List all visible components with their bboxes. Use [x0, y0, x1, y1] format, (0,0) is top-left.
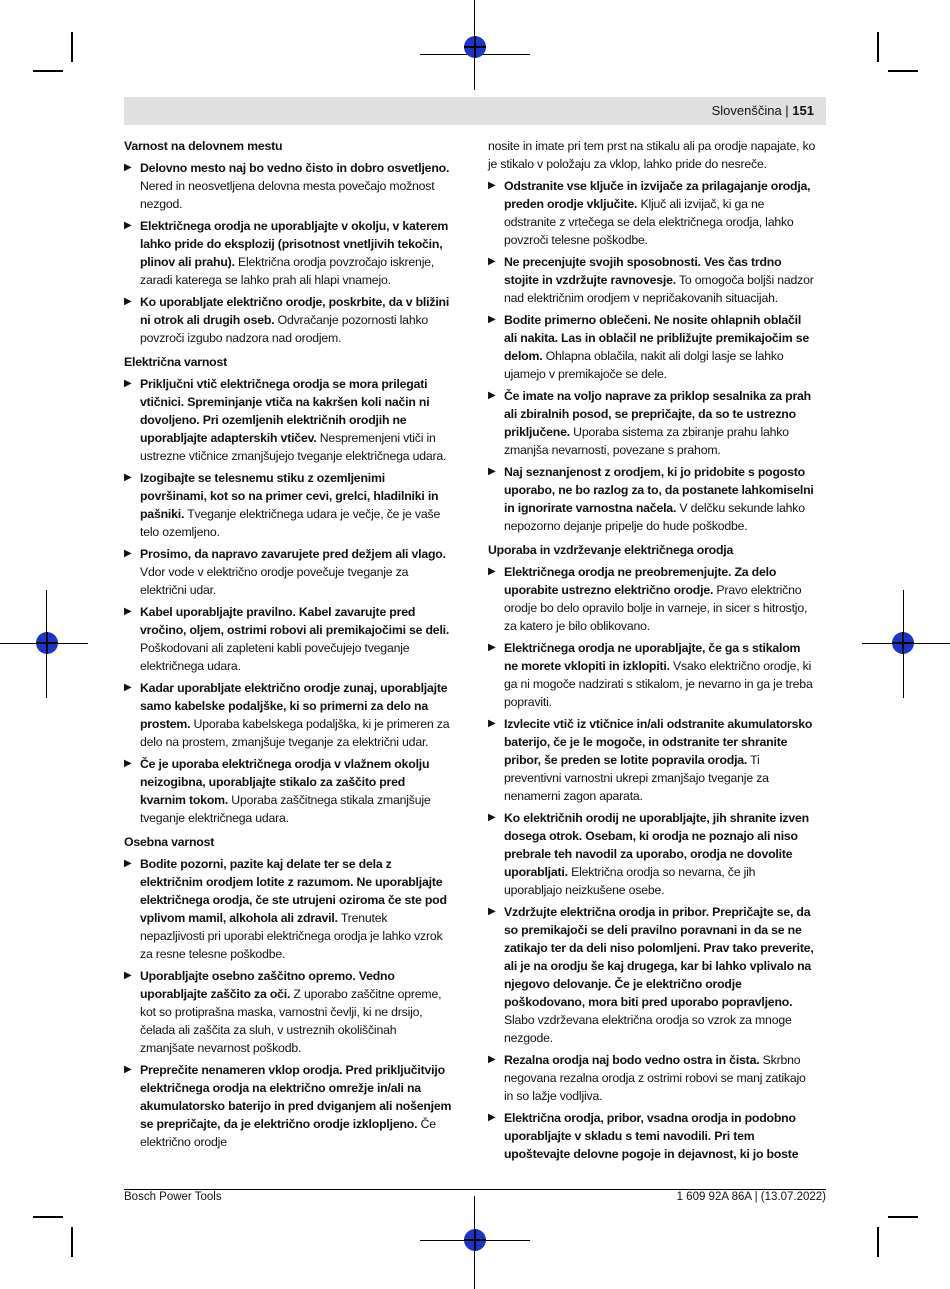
safety-item	[124, 1061, 452, 1151]
safety-item	[124, 469, 452, 541]
safety-item-text: Ključ ali izvijač, ki ga ne odstranite z vrtečega se dela električnega orodja, lahko povzroči telesne poškodbe.	[504, 197, 794, 247]
safety-item	[124, 967, 452, 1057]
registration-mark-icon	[36, 632, 58, 654]
safety-item-bold: Preprečite nenameren vklop orodja. Pred priključitvijo električnega orodja na električno omrežje in/ali na akumulatorsko baterijo in pred dviganjem ali nošenjem se prepričajte, da je električno orodje izklopljeno.	[140, 1063, 452, 1131]
safety-item-text: Električna orodja so nevarna, če jih uporabljajo neizkušene osebe.	[504, 865, 756, 897]
header-text: Slovenščina | 151	[711, 103, 814, 118]
safety-item	[488, 311, 816, 383]
safety-item-bold: Električnega orodja ne preobremenjujte. Za delo uporabite ustrezno električno orodje.	[504, 565, 777, 597]
safety-item-bold: Izvlecite vtič iz vtičnice in/ali odstranite akumulatorsko baterijo, če je le mogoče, in odstranite ter shranite pribor, še preden se lotite popravila orodja.	[504, 717, 813, 767]
safety-item	[124, 217, 452, 289]
safety-item	[124, 855, 452, 963]
safety-item-bold: Vzdržujte električna orodja in pribor. Prepričajte se, da so premikajoči se deli pravilno poravnani in da se ne zatikajo ter da deli niso polomljeni. Prav tako preverite, ali je na orodju še kaj drugega, kar bi lahko vplivalo na njegovo delovanje. Če je električno orodje poškodovano, mora biti pred uporabo popravljeno.	[504, 905, 814, 1009]
safety-item	[488, 1051, 816, 1105]
crop-mark	[888, 1216, 918, 1218]
right-column	[488, 137, 816, 1167]
safety-item-text: Vdor vode v električno orodje povečuje tveganje za električni udar.	[140, 565, 409, 597]
footer-divider	[124, 1189, 826, 1190]
safety-item-text: Uporaba kabelskega podaljška, ki je primeren za delo na prostem, zmanjšuje tveganje za električni udar.	[140, 717, 450, 749]
safety-item	[488, 639, 816, 711]
safety-item-bold: Kadar uporabljate električno orodje zunaj, uporabljajte samo kabelske podaljške, ki so primerni za delo na prostem.	[140, 681, 448, 731]
crop-mark	[877, 1227, 879, 1257]
safety-item-bold: Izogibajte se telesnemu stiku z ozemljenimi površinami, kot so na primer cevi, grelci, hladilniki in pašniki.	[140, 471, 439, 521]
safety-item-text: Nespremenjeni vtiči in ustrezne vtičnice zmanjšujejo tveganje električnega udara.	[140, 431, 447, 463]
safety-item	[488, 809, 816, 899]
registration-mark-icon	[464, 1229, 486, 1251]
safety-item-text: Slabo vzdrževana električna orodja so vzrok za mnoge nezgode.	[504, 1013, 792, 1045]
safety-item	[124, 755, 452, 827]
safety-item-text: Skrbno negovana rezalna orodja z ostrimi robovi se manj zatikajo in so lažje vodljiva.	[504, 1053, 806, 1103]
safety-item-bold: Električnega orodja ne uporabljajte, če ga s stikalom ne morete vklopiti in izklopiti.	[504, 641, 801, 673]
page-number: 151	[792, 103, 814, 118]
safety-item	[488, 563, 816, 635]
safety-item-text: Uporaba zaščitnega stikala zmanjšuje tveganje električnega udara.	[140, 793, 431, 825]
safety-item-text: Poškodovani ali zapleteni kabli povečujejo tveganje električnega udara.	[140, 641, 410, 673]
safety-item	[124, 679, 452, 751]
safety-item-bold: Prosimo, da napravo zavarujete pred dežjem ali vlago.	[140, 547, 446, 561]
safety-item-text: Tveganje električnega udara je večje, če je vaše telo ozemljeno.	[140, 507, 441, 539]
crop-mark	[33, 70, 63, 72]
footer-publisher: Bosch Power Tools	[124, 1191, 222, 1203]
section-heading: Uporaba in vzdrževanje električnega orodja	[488, 543, 734, 557]
safety-item-bold: Priključni vtič električnega orodja se mora prilegati vtičnici. Spreminjanje vtiča na kakršen koli način ni dovoljeno. Pri ozemljenih električnih orodjih ne uporabljajte adapterskih vtičev.	[140, 377, 430, 445]
safety-item-bold: Če je uporaba električnega orodja v vlažnem okolju neizogibna, uporabljajte stikalo za zaščito pred kvarnim tokom.	[140, 757, 430, 807]
safety-item-text: Če električno orodje	[140, 1117, 436, 1149]
safety-item-text: Nered in neosvetljena delovna mesta povečajo možnost nezgod.	[140, 179, 435, 211]
safety-item-text: Vsako električno orodje, ki ga ni mogoče nadzirati s stikalom, je nevarno in ga je treba popraviti.	[504, 659, 813, 709]
safety-item-bold: Naj seznanjenost z orodjem, ki jo pridobite s pogosto uporabo, ne bo razlog za to, da postanete lahkomiselni in ignorirate varnostna načela.	[504, 465, 814, 515]
safety-item-text: Uporaba sistema za zbiranje prahu lahko zmanjša nevarnosti, povezane s prahom.	[504, 425, 789, 457]
safety-item-bold: Uporabljajte osebno zaščitno opremo. Vedno uporabljajte zaščito za oči.	[140, 969, 395, 1001]
safety-item-text: Električna orodja povzročajo iskrenje, zaradi katerega se lahko prah ali hlapi vnamejo.	[140, 255, 435, 287]
safety-item-bold: Kabel uporabljajte pravilno. Kabel zavarujte pred vročino, oljem, ostrimi robovi ali premikajočimi se deli.	[140, 605, 450, 637]
page-header	[124, 97, 826, 125]
safety-item-bold: Ko uporabljate električno orodje, poskrbite, da v bližini ni otrok ali drugih oseb.	[140, 295, 450, 327]
header-language: Slovenščina	[711, 103, 782, 118]
safety-item	[124, 293, 452, 347]
safety-item	[488, 253, 816, 307]
section-heading: Električna varnost	[124, 355, 228, 369]
safety-item-bold: Če imate na voljo naprave za priklop sesalnika za prah ali zbiralnih posod, se prepričajte, da so te ustrezno priključene.	[504, 389, 811, 439]
safety-item	[124, 159, 452, 213]
registration-mark-icon	[892, 632, 914, 654]
safety-item	[124, 375, 452, 465]
safety-item-text: Ti preventivni varnostni ukrepi zmanjšajo tveganje za nenamerni zagon aparata.	[504, 753, 769, 803]
crop-mark	[71, 1227, 73, 1257]
registration-mark-icon	[464, 36, 486, 58]
safety-item	[488, 903, 816, 1047]
safety-item-text: Ohlapna oblačila, nakit ali dolgi lasje se lahko ujamejo v premikajoče se dele.	[504, 349, 784, 381]
safety-item	[488, 177, 816, 249]
safety-item-text: Odvračanje pozornosti lahko povzroči izgubo nadzora nad orodjem.	[140, 313, 429, 345]
safety-item	[488, 715, 816, 805]
safety-item-bold: Rezalna orodja naj bodo vedno ostra in čista.	[504, 1053, 760, 1067]
crop-mark	[71, 32, 73, 62]
safety-item-text: To omogoča boljši nadzor nad električnim orodjem v nepričakovanih situacijah.	[504, 273, 814, 305]
left-column	[124, 137, 452, 1155]
continued-text: nosite in imate pri tem prst na stikalu ali pa orodje napajate, ko je stikalo v položaju za vklop, lahko pride do nesreče.	[488, 139, 816, 171]
safety-item	[124, 545, 452, 599]
section-heading: Osebna varnost	[124, 835, 215, 849]
safety-item-bold: Bodite pozorni, pazite kaj delate ter se dela z električnim orodjem lotite z razumom. Ne uporabljajte električnega orodja, če ste utrujeni oziroma če ste pod vplivom mamil, alkohola ali zdravil.	[140, 857, 447, 925]
crop-mark	[33, 1216, 63, 1218]
safety-item	[488, 463, 816, 535]
safety-item-bold: Odstranite vse ključe in izvijače za prilagajanje orodja, preden orodje vključite.	[504, 179, 811, 211]
safety-item	[488, 1109, 816, 1163]
safety-item-bold: Bodite primerno oblečeni. Ne nosite ohlapnih oblačil ali nakita. Las in oblačil ne približujte premikajočim se delom.	[504, 313, 810, 363]
safety-item-bold: Ko električnih orodij ne uporabljajte, jih shranite izven dosega otrok. Osebam, ki orodja ne poznajo ali niso prebrale teh navodil za uporabo, orodja ne dovolite uporabljati.	[504, 811, 809, 879]
crop-mark	[888, 70, 918, 72]
safety-item	[124, 603, 452, 675]
safety-item-bold: Električna orodja, pribor, vsadna orodja in podobno uporabljajte v skladu s temi navodili. Pri tem upoštevajte delovne pogoje in dejavnost, ki jo boste	[504, 1111, 799, 1161]
safety-item-bold: Delovno mesto naj bo vedno čisto in dobro osvetljeno.	[140, 161, 450, 175]
section-heading: Varnost na delovnem mestu	[124, 139, 283, 153]
safety-item-bold: Električnega orodja ne uporabljajte v okolju, v katerem lahko pride do eksplozij (prisotnost vnetljivih tekočin, plinov ali prahu).	[140, 219, 449, 269]
safety-item	[488, 387, 816, 459]
crop-mark	[877, 32, 879, 62]
safety-item-text: Trenutek nepazljivosti pri uporabi električnega orodja je lahko vzrok za resne telesne poškodbe.	[140, 911, 443, 961]
safety-item-text: Pravo električno orodje bo delo opravilo bolje in varneje, in sicer s hitrostjo, za katero je bilo oblikovano.	[504, 583, 808, 633]
safety-item-text: V delčku sekunde lahko nepozorno dejanje pripelje do hude poškodbe.	[504, 501, 805, 533]
safety-item-bold: Ne precenjujte svojih sposobnosti. Ves čas trdno stojite in vzdržujte ravnovesje.	[504, 255, 782, 287]
safety-item-text: Z uporabo zaščitne opreme, kot so protiprašna maska, varnostni čevlji, ki ne drsijo, čelada ali zaščita za sluh, v ustreznih okoliščinah zmanjšate nevarnost poškodb.	[140, 987, 442, 1055]
footer-document-id: 1 609 92A 86A | (13.07.2022)	[676, 1191, 826, 1203]
